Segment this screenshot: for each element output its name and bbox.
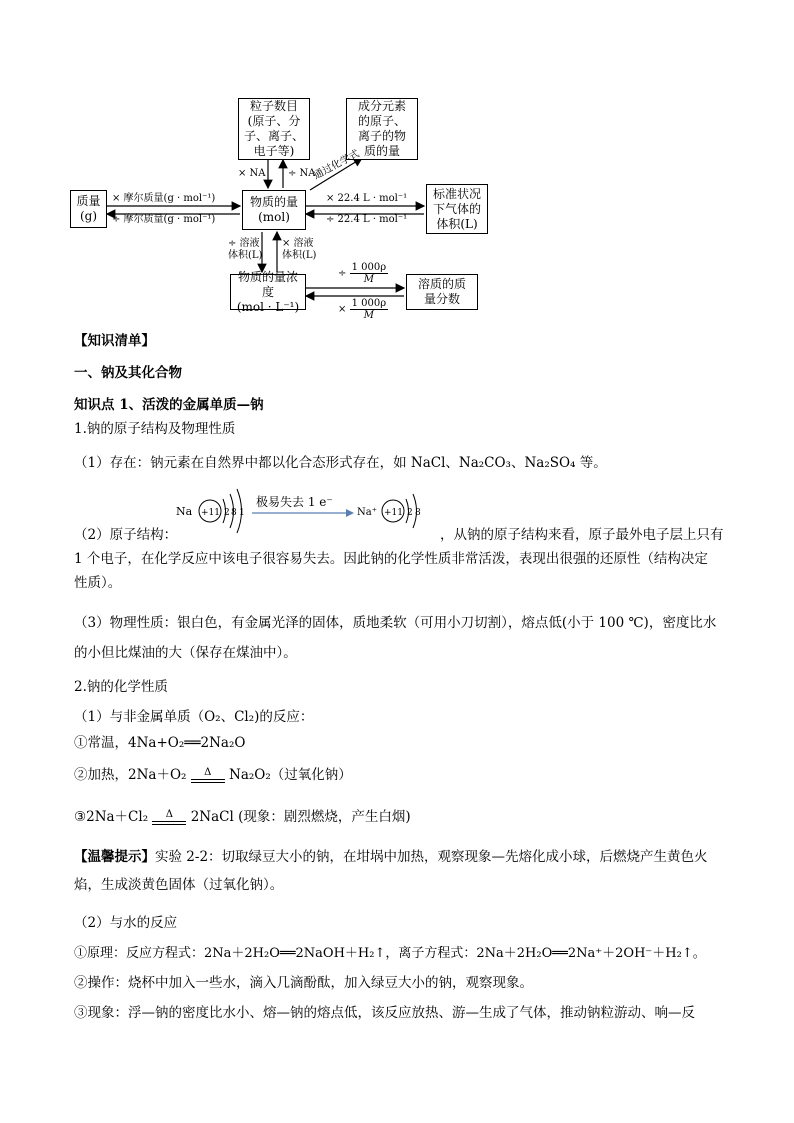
paragraph-physical-1: （3）物理性质：银白色，有金属光泽的固体，质地柔软（可用小刀切割），熔点低(小于 100 ℃)，密度比水 (74, 615, 717, 631)
atom-symbol-na: Na (176, 505, 193, 518)
svg-text:Na⁺: Na⁺ (357, 507, 377, 518)
box-amount-of-substance: 物质的量 (mol) (242, 190, 306, 230)
label-via-formula: 通过化学式 (312, 148, 362, 182)
paragraph-water-reaction: （2）与水的反应 (74, 915, 178, 931)
subheading-atomic-structure: 1.钠的原子结构及物理性质 (74, 421, 236, 437)
svg-text:8: 8 (231, 508, 237, 518)
subheading-chemical-properties: 2.钠的化学性质 (74, 679, 168, 695)
svg-text:极易失去 1 e⁻: 极易失去 1 e⁻ (256, 495, 333, 509)
label-times-molar-mass: × 摩尔质量(g · mol⁻¹) (112, 193, 216, 204)
paragraph-structure-prefix: （2）原子结构： (74, 527, 178, 543)
paragraph-structure-rest: ，从钠的原子结构来看，原子最外电子层上只有 (440, 527, 724, 543)
label-divide-solution-volume: ÷ 溶液 体积(L) (228, 238, 263, 261)
svg-text:8: 8 (415, 508, 421, 518)
box-mass: 质量 (g) (70, 190, 107, 228)
paragraph-structure-line2: 1 个电子，在化学反应中该电子很容易失去。因此钠的化学性质非常活泼，表现出很强的还原性（结构决定 (74, 551, 708, 567)
knowledge-point-1: 知识点 1、活泼的金属单质—钠 (74, 397, 264, 413)
box-particle-count: 粒子数目 (原子、分 子、离子、 电子等) (238, 98, 310, 160)
water-operation: ②操作：烧杯中加入一些水，滴入几滴酚酞，加入绿豆大小的钠，观察现象。 (74, 975, 533, 991)
label-times-solution-volume: × 溶液 体积(L) (282, 238, 317, 261)
water-phenomenon: ③现象：浮—钠的密度比水小、熔—钠的熔点低，该反应放热、游—生成了气体，推动钠粒游动、响—反 (74, 1005, 695, 1021)
equation-room-temperature: ①常温，4Na+O₂══2Na₂O (74, 735, 246, 751)
section-knowledge-list: 【知识清单】 (74, 333, 155, 349)
box-molar-concentration: 物质的量浓度 (mol · L⁻¹) (230, 274, 306, 310)
box-standard-volume: 标准状况 下气体的 体积(L) (426, 184, 488, 234)
svg-text:+11: +11 (384, 508, 403, 518)
paragraph-physical-2: 的小但比煤油的大（保存在煤油中）。 (74, 645, 297, 661)
water-principle: ①原理：反应方程式：2Na＋2H₂O══2NaOH＋H₂↑，离子方程式：2Na＋2H₂O══2Na⁺＋2OH⁻＋H₂↑。 (74, 946, 706, 961)
svg-text:+11: +11 (201, 508, 220, 518)
box-mass-fraction: 溶质的质 量分数 (406, 274, 478, 310)
sodium-atom-structure-diagram (170, 482, 440, 538)
box-element-atoms: 成分元素 的原子、 离子的物 质的量 (346, 98, 418, 160)
equation-heating: ②加热，2Na＋O₂ Δ Na₂O₂（过氧化钠） (74, 766, 352, 783)
equation-chlorine: ③2Na＋Cl₂ Δ 2NaCl (现象：剧烈燃烧，产生白烟) (74, 808, 411, 825)
relation-diagram-lines (0, 0, 794, 340)
paragraph-structure-line3: 性质）。 (74, 575, 122, 591)
tip-paragraph: 【温馨提示】实验 2-2：切取绿豆大小的钠，在坩埚中加热，观察现象—先熔化成小球，后燃烧产生黄色火 (74, 849, 708, 865)
label-times-22-4: × 22.4 L · mol⁻¹ (326, 193, 408, 204)
tip-label: 【温馨提示】 (74, 849, 155, 865)
label-divide-fraction: ÷ $\frac{1 000\rho}{M}$ (338, 262, 387, 285)
svg-text:1: 1 (239, 508, 245, 518)
label-divide-22-4: ÷ 22.4 L · mol⁻¹ (326, 214, 408, 225)
paragraph-nonmetal-reaction: （1）与非金属单质（O₂、Cl₂)的反应： (74, 709, 314, 725)
label-times-fraction: × $\frac{1 000\rho}{M}$ (338, 298, 387, 321)
tip-paragraph-line2: 焰，生成淡黄色固体（过氧化钠）。 (74, 877, 284, 893)
label-divide-molar-mass: ÷ 摩尔质量(g · mol⁻¹) (112, 214, 216, 225)
label-divide-na: ÷ NA (288, 168, 316, 179)
svg-text:2: 2 (407, 508, 413, 518)
paragraph-existence: （1）存在：钠元素在自然界中都以化合态形式存在，如 NaCl、Na₂CO₃、Na₂SO₄ 等。 (74, 455, 607, 471)
section-sodium-compounds: 一、钠及其化合物 (74, 365, 182, 381)
label-times-na: × NA (238, 168, 266, 179)
svg-text:2: 2 (224, 508, 230, 518)
